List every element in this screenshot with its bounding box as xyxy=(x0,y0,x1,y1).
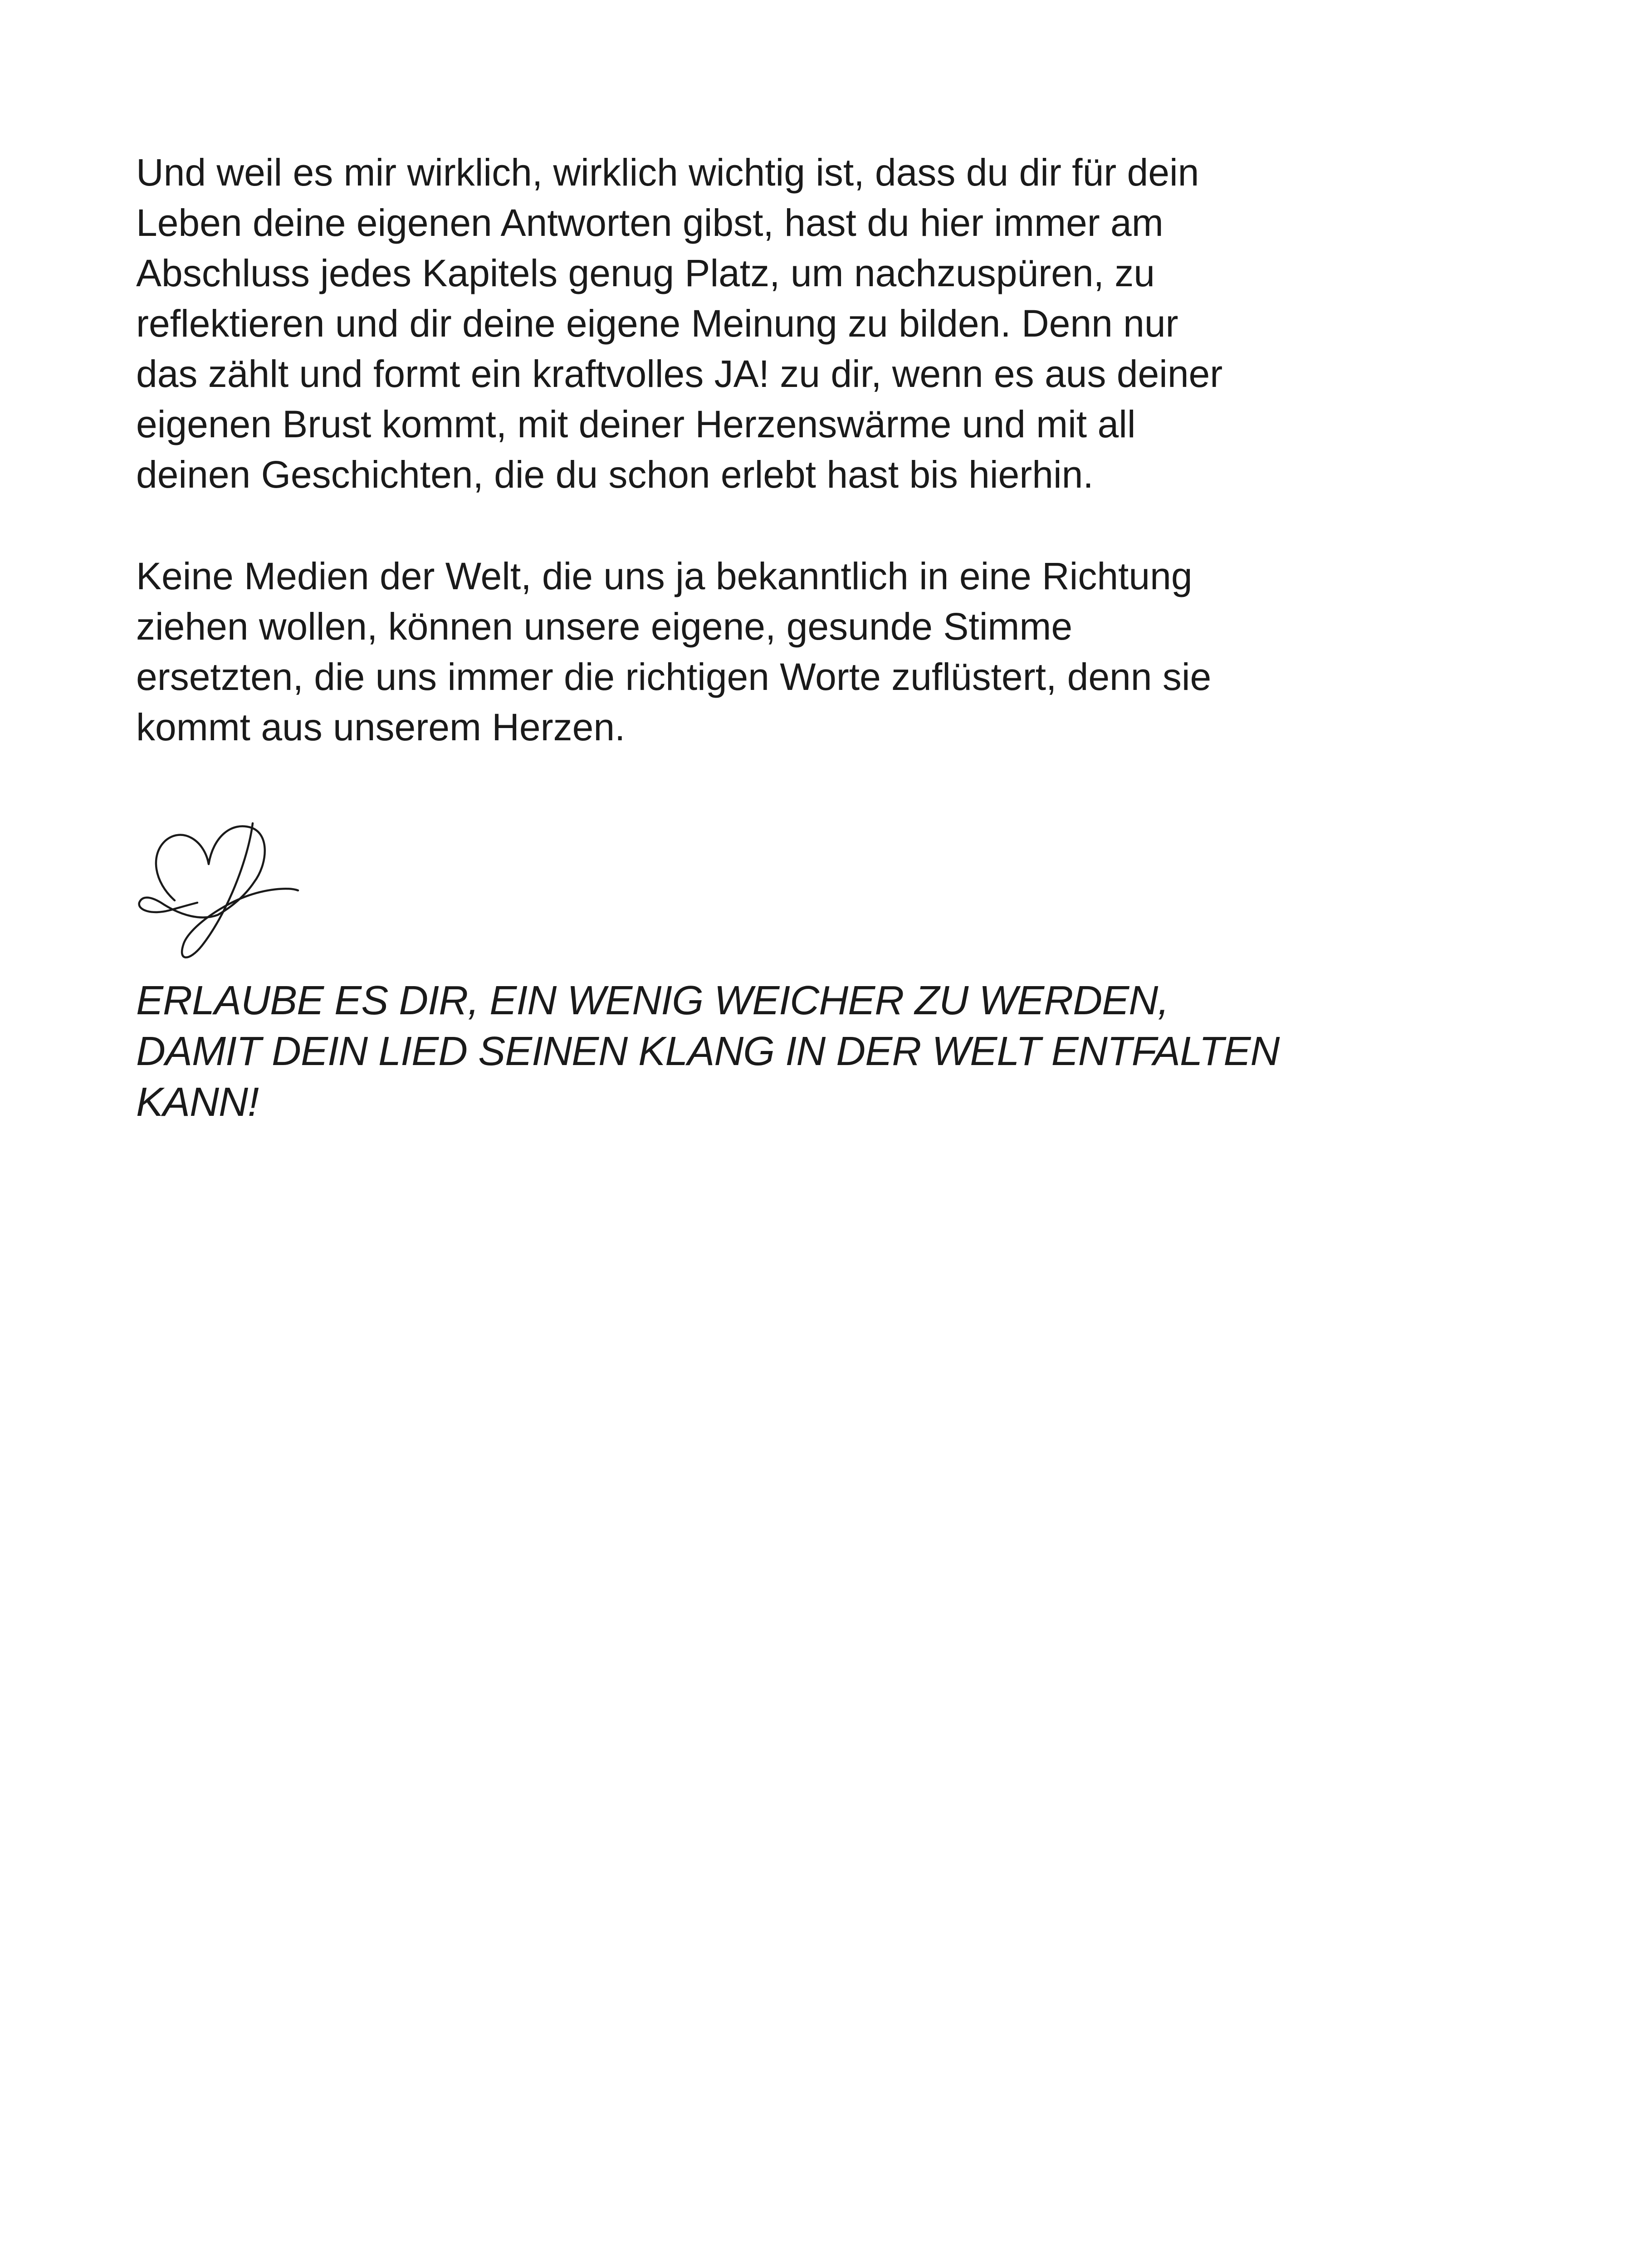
paragraph-1-line: deinen Geschichten, die du schon erlebt hast bis hierhin. xyxy=(136,453,1094,496)
paragraph-1-line: eigenen Brust kommt, mit deiner Herzenswärme und mit all xyxy=(136,403,1136,445)
heart-signature-icon xyxy=(134,810,306,964)
paragraph-1 xyxy=(136,147,1452,500)
paragraph-1-line: Abschluss jedes Kapitels genug Platz, um nachzuspüren, zu xyxy=(136,252,1155,294)
paragraph-1-line: Leben deine eigenen Antworten gibst, hast du hier immer am xyxy=(136,201,1164,244)
quote-line: ERLAUBE ES DIR, EIN WENIG WEICHER ZU WERDEN, xyxy=(136,978,1169,1023)
paragraph-1-line: reflektieren und dir deine eigene Meinung zu bilden. Denn nur xyxy=(136,302,1178,345)
paragraph-2-line: ersetzten, die uns immer die richtigen Worte zuflüstert, denn sie xyxy=(136,655,1212,698)
paragraph-2 xyxy=(136,551,1452,753)
paragraph-2-line: kommt aus unserem Herzen. xyxy=(136,706,626,748)
paragraph-2-line: Keine Medien der Welt, die uns ja bekanntlich in eine Richtung xyxy=(136,555,1193,597)
paragraph-2-line: ziehen wollen, können unsere eigene, gesunde Stimme xyxy=(136,605,1073,648)
paragraph-1-line: das zählt und formt ein kraftvolles JA! zu dir, wenn es aus deiner xyxy=(136,352,1223,395)
quote-line: DAMIT DEIN LIED SEINEN KLANG IN DER WELT ENTFALTEN xyxy=(136,1029,1280,1074)
quote-line: KANN! xyxy=(136,1080,259,1125)
paragraph-1-line: Und weil es mir wirklich, wirklich wichtig ist, dass du dir für dein xyxy=(136,151,1199,194)
highlight-quote xyxy=(136,975,1452,1128)
